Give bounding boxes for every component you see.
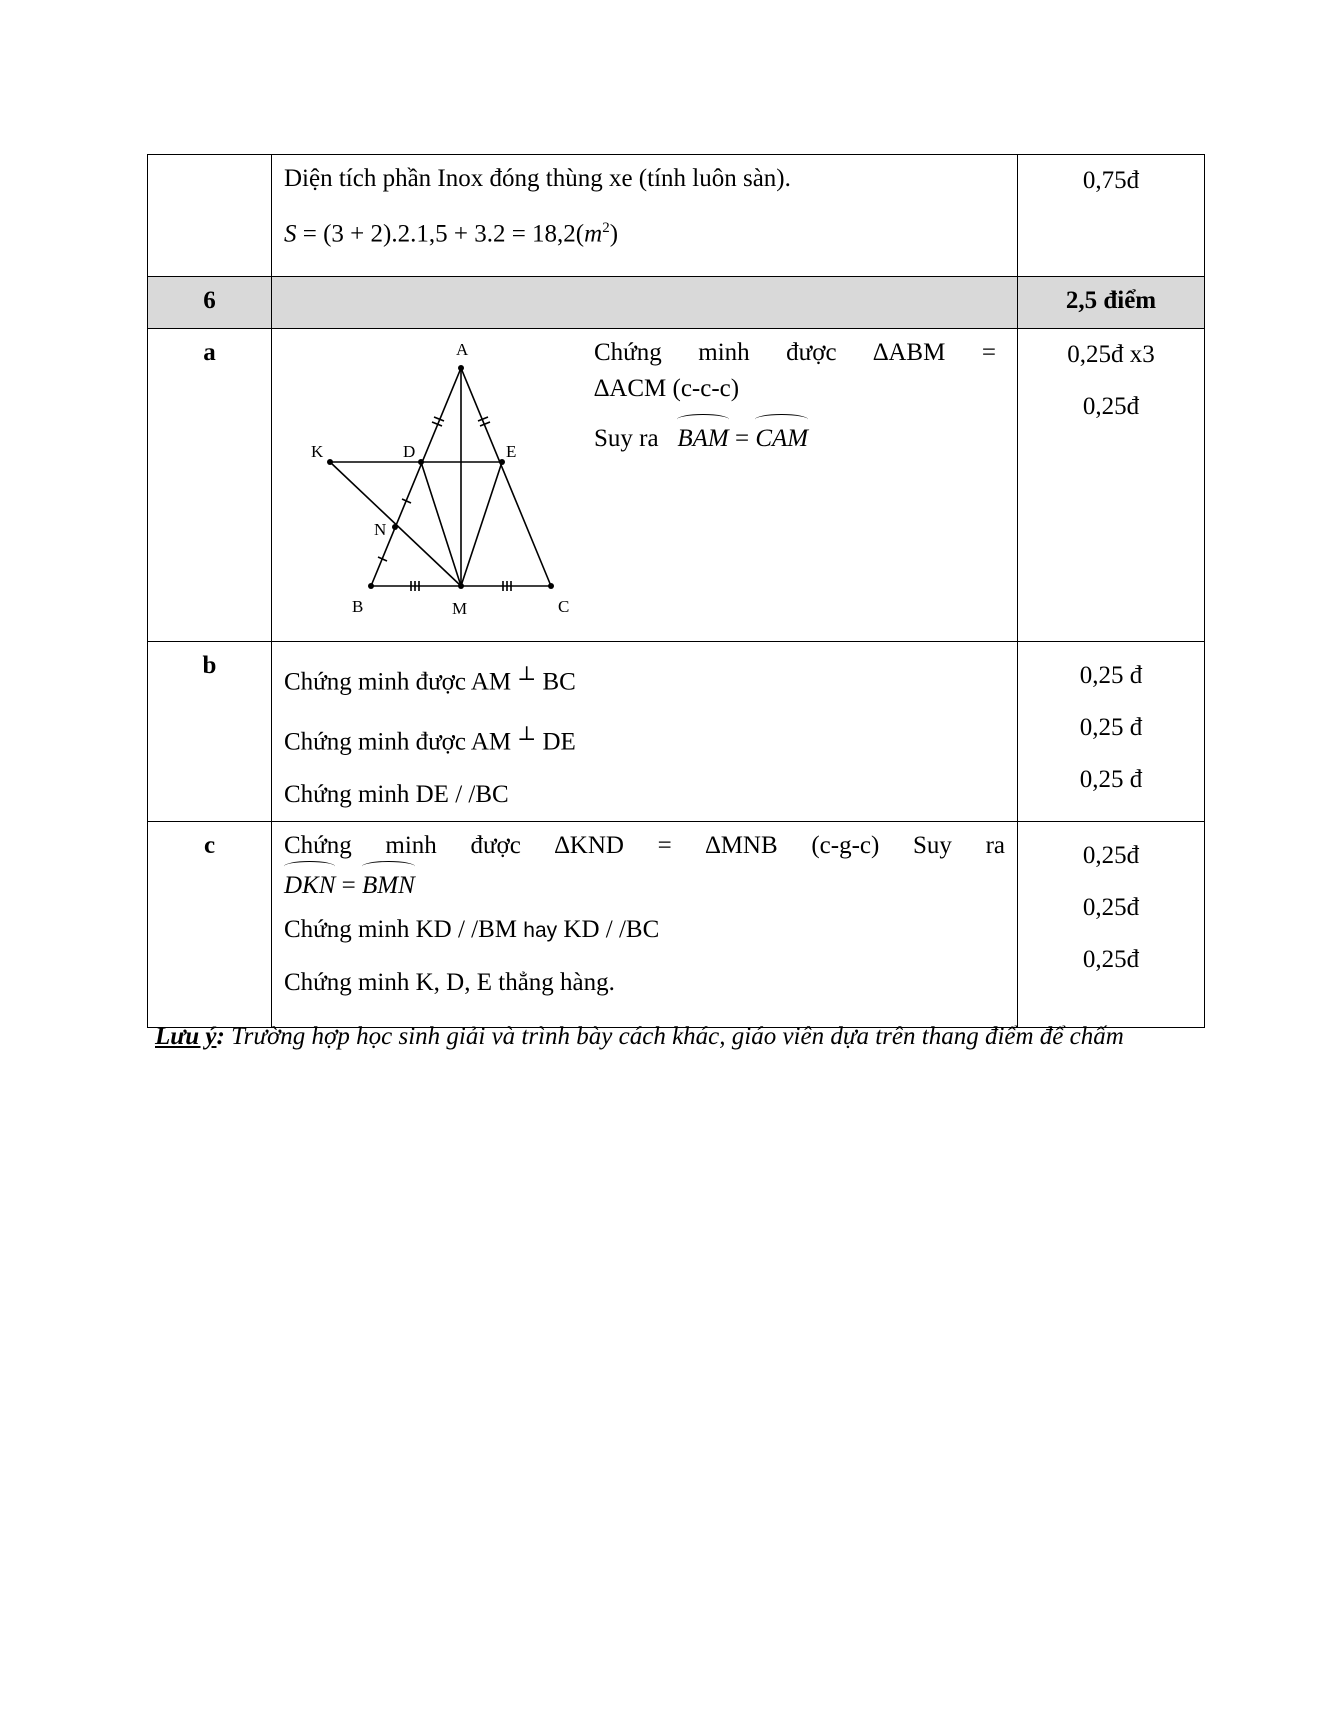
table-row-part-b [148,642,1205,822]
part-c-points: 0,25đ 0,25đ 0,25đ [1018,821,1205,1027]
part-b-label: b [148,642,272,822]
section-number: 6 [148,277,272,329]
footnote: Lưu ý: Trường hợp học sinh giải và trình bày cách khác, giáo viên dựa trên thang điểm để chấm [155,1023,1124,1050]
part-b-line1: Chứng minh được AM ⊥ BC [284,663,576,696]
points-cell-area: 0,75đ [1018,155,1205,277]
table-row-part-c [148,821,1205,1027]
part-a-content [272,329,1018,642]
footnote-label: Lưu ý [155,1023,217,1050]
point-label-m: M [452,599,468,618]
label-cell-empty [148,155,272,277]
section-blank [272,277,1018,329]
point-label-b: B [352,597,364,616]
part-c-line2: Chứng minh KD / /BM hay KD / /BC [284,915,660,943]
table-row-part-a [148,329,1205,642]
part-c-content [272,821,1018,1027]
content-cell-area [272,155,1018,277]
footnote-text: Trường hợp học sinh giải và trình bày cách khác, giáo viên dựa trên thang điểm để chấm [224,1023,1124,1050]
angle-bmn: BMN [362,868,415,904]
part-a-line3: Suy ra BAM = CAM [594,421,996,457]
segment-em [461,462,502,586]
part-a-line2: ∆ACM (c-c-c) [594,375,740,402]
grading-table [147,154,1205,1028]
section-points: 2,5 điểm [1018,277,1205,329]
point-label-n: N [374,520,387,539]
point-label-k: K [311,442,324,461]
angle-bam: BAM [677,421,728,457]
part-c-label: c [148,821,272,1027]
triangle-figure [280,333,580,638]
point-label-d: D [403,442,416,461]
area-description: Diện tích phần Inox đóng thùng xe (tính luôn sàn). [284,165,791,192]
point-label-e: E [506,442,517,461]
part-c-line1: Chứng minh được ∆KND = ∆MNB (c-g-c) Suy ra [284,831,1005,859]
section-row-6 [148,277,1205,329]
point-label-c: C [558,597,570,616]
angle-cam: CAM [755,421,808,457]
part-b-content [272,642,1018,822]
segment-ac [461,368,551,586]
part-b-points: 0,25 đ 0,25 đ 0,25 đ [1018,642,1205,822]
segment-ab [371,368,461,586]
part-a-line1: Chứng minh được ∆ABM = [594,339,996,366]
area-formula: $S = (3 + 2).2.1,5 + 3.2 = 18,2(m^2)$ [284,220,619,248]
part-b-line2: Chứng minh được AM ⊥ DE [284,723,576,756]
table-row-area [148,155,1205,277]
part-c-angles: DKN = BMN [284,868,1005,904]
part-a-proof [594,335,996,457]
part-b-line3: Chứng minh DE / /BC [284,780,509,808]
part-a-label: a [148,329,272,642]
point-label-a: A [456,340,469,359]
angle-dkn: DKN [284,868,335,904]
part-a-points: 0,25đ x3 0,25đ [1018,329,1205,642]
part-c-line3: Chứng minh K, D, E thẳng hàng. [284,968,615,996]
